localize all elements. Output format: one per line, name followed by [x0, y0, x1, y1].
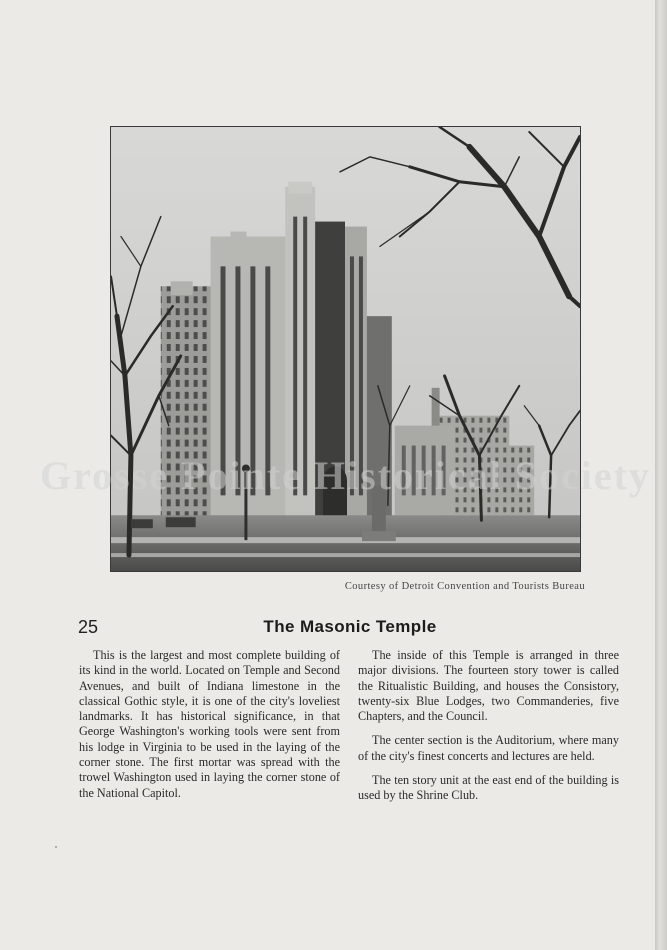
masonic-temple-photo — [110, 126, 581, 572]
paper-speck — [55, 846, 57, 848]
paragraph: The center section is the Auditorium, where many of the city's finest concerts and lectures are held. — [358, 733, 619, 763]
page-edge — [655, 0, 667, 950]
article-title: The Masonic Temple — [263, 617, 437, 636]
left-column — [79, 648, 340, 810]
photo-caption: Courtesy of Detroit Convention and Tourists Bureau — [344, 581, 585, 592]
paragraph: This is the largest and most complete building of its kind in the world. Located on Temple and Second Avenues, and built of Indiana limestone in the classical Gothic style, it is one of the city's loveliest landmarks. It has historical significance, in that George Washington's working tools were sent from his lodge in Virginia to be used in the laying of the corner stone. The first mortar was spread with the trowel Washington used in laying the corner stone of the National Capitol. — [79, 648, 340, 800]
page-number: 25 — [78, 617, 99, 637]
right-column — [358, 648, 619, 813]
paragraph: The inside of this Temple is arranged in three major divisions. The fourteen story tower is called the Ritualistic Building, and houses the Consistory, twenty-six Blue Lodges, two Commanderies, five Chapters, and the Council. — [358, 648, 619, 724]
monument — [372, 485, 386, 533]
watermark-text: Grosse Pointe Historical Society — [40, 453, 651, 498]
paragraph: The ten story unit at the east end of the building is used by the Shrine Club. — [358, 773, 619, 803]
photo-illustration — [111, 127, 580, 571]
